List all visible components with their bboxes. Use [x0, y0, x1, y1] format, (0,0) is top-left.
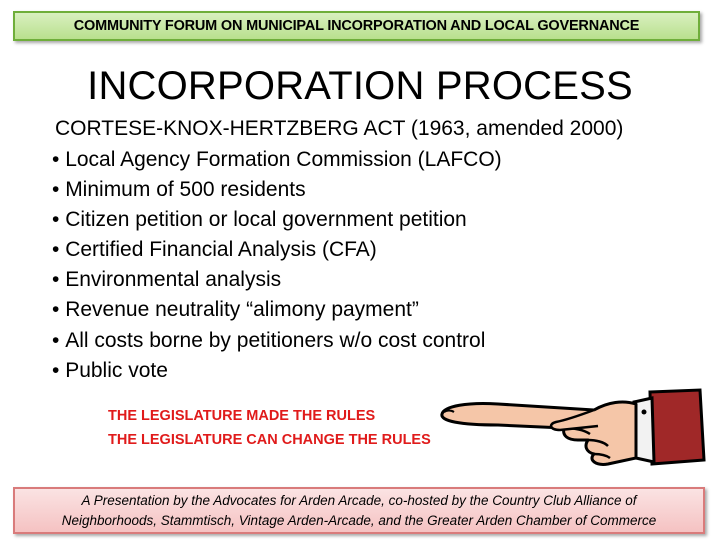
slide-title: INCORPORATION PROCESS — [87, 64, 633, 108]
bullet-list — [52, 145, 502, 386]
callout-text — [108, 404, 431, 452]
footer-line: A Presentation by the Advocates for Arden Arcade, co-hosted by the Country Club Alliance of — [81, 493, 637, 508]
footer-banner — [13, 487, 705, 534]
bullet-item: • Local Agency Formation Commission (LAFCO) — [52, 145, 502, 175]
footer-line: Neighborhoods, Stammtisch, Vintage Arden-Arcade, and the Greater Arden Chamber of Commerce — [61, 513, 657, 528]
pointing-hand-icon — [438, 388, 710, 470]
callout-line: THE LEGISLATURE CAN CHANGE THE RULES — [108, 432, 431, 448]
header-banner — [13, 11, 700, 41]
bullet-item: • Environmental analysis — [52, 265, 502, 295]
bullet-item: • Minimum of 500 residents — [52, 175, 502, 205]
bullet-item: • Citizen petition or local government petition — [52, 205, 502, 235]
callout-line: THE LEGISLATURE MADE THE RULES — [108, 408, 376, 424]
bullet-item: • All costs borne by petitioners w/o cost control — [52, 326, 502, 356]
bullet-item: • Revenue neutrality “alimony payment” — [52, 295, 502, 325]
header-title: COMMUNITY FORUM ON MUNICIPAL INCORPORATION AND LOCAL GOVERNANCE — [73, 18, 640, 34]
slide-subtitle: CORTESE-KNOX-HERTZBERG ACT (1963, amended 2000) — [55, 117, 624, 140]
bullet-item: • Certified Financial Analysis (CFA) — [52, 235, 502, 265]
bullet-item: • Public vote — [52, 356, 502, 386]
